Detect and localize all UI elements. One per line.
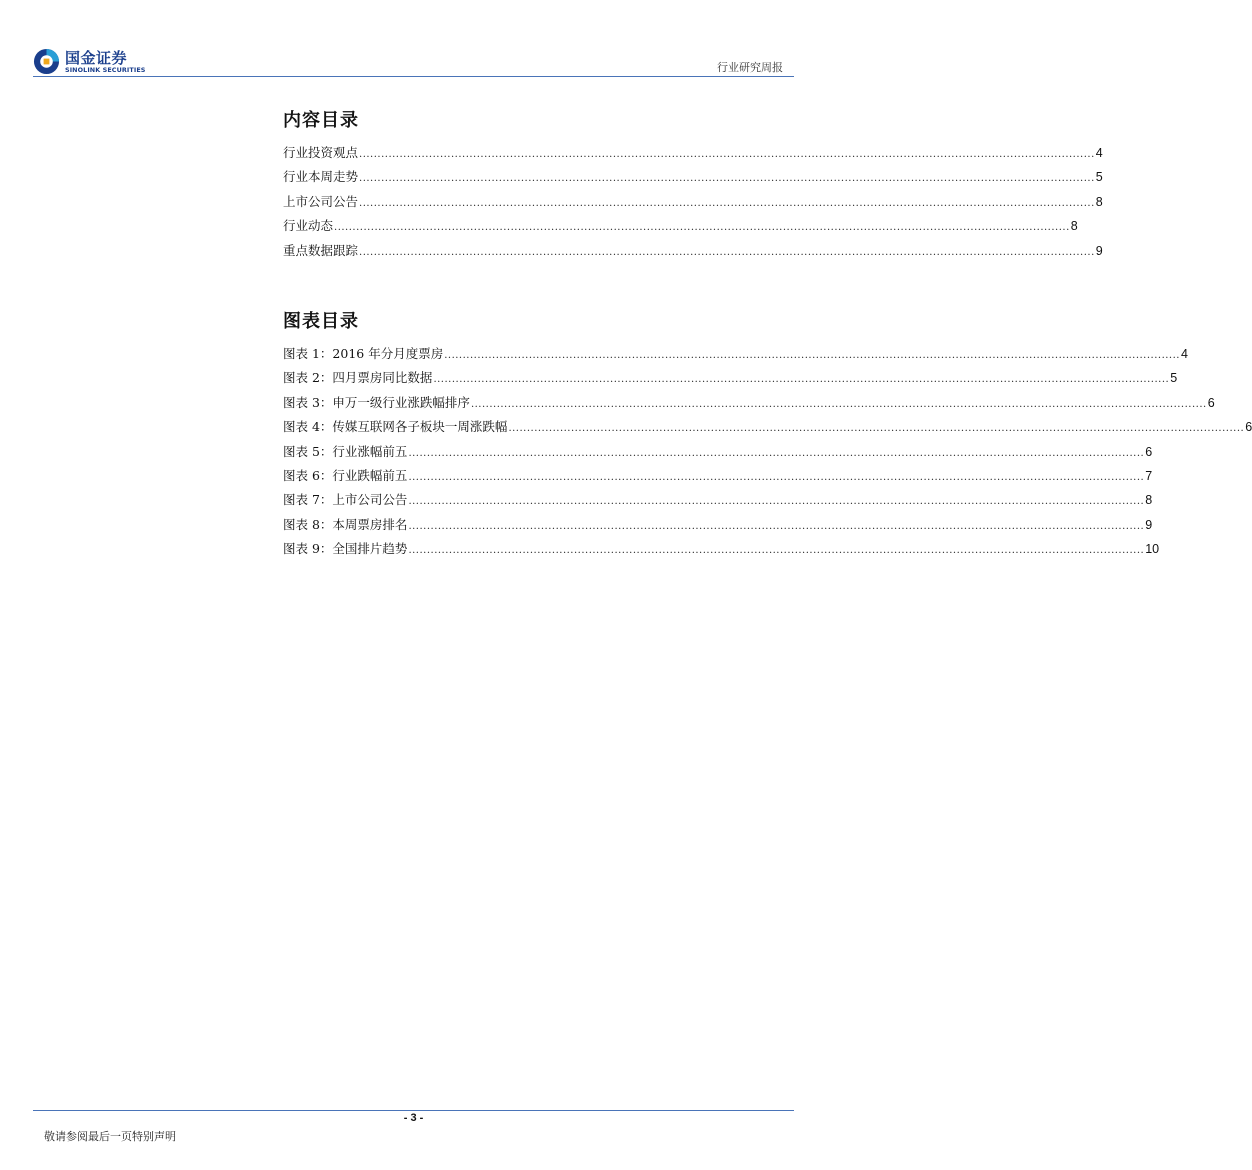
figure-entry[interactable] <box>283 490 1153 514</box>
dot-leader: ........................................................................................................................................................................................................ <box>408 471 1145 483</box>
toc-entry-page: 6 <box>1245 420 1252 435</box>
toc-entry-page: 9 <box>1145 517 1153 532</box>
dot-leader: ........................................................................................................................................................................................................ <box>470 398 1207 410</box>
toc-entry-label: 图表 3：申万一级行业涨跌幅排序 <box>283 394 470 410</box>
toc-entry-label: 图表 7：上市公司公告 <box>283 492 408 508</box>
contents-section <box>283 108 1103 265</box>
dot-leader: ........................................................................................................................................................................................................ <box>408 520 1145 532</box>
contents-entry[interactable] <box>283 216 1078 240</box>
toc-entry-page: 4 <box>1180 347 1188 361</box>
toc-entry-page: 9 <box>1095 243 1103 258</box>
figure-entry[interactable] <box>283 344 1188 368</box>
dot-leader: ........................................................................................................................................................................................................ <box>408 545 1145 557</box>
toc-entry-page: 6 <box>1145 444 1153 459</box>
contents-title: 内容目录 <box>283 110 359 131</box>
disclaimer-text: 敬请参阅最后一页特别声明 <box>44 1130 176 1143</box>
toc-entry-label: 行业本周走势 <box>283 169 359 185</box>
toc-entry-label: 图表 6：行业跌幅前五 <box>283 467 408 483</box>
dot-leader: ........................................................................................................................................................................................................ <box>359 246 1095 258</box>
contents-entry[interactable] <box>283 143 1103 167</box>
toc-entry-label: 图表 9：全国排片趋势 <box>283 541 408 557</box>
toc-entry-page: 5 <box>1095 170 1103 185</box>
figures-title: 图表目录 <box>283 311 359 332</box>
contents-entry[interactable] <box>283 241 1103 265</box>
figures-list <box>283 344 1252 564</box>
dot-leader: ........................................................................................................................................................................................................ <box>433 374 1170 386</box>
figure-entry[interactable] <box>283 442 1153 466</box>
logo-chinese-name: 国金证券 <box>65 49 128 67</box>
dot-leader: ........................................................................................................................................................................................................ <box>408 496 1145 508</box>
figure-entry[interactable] <box>283 539 1160 563</box>
toc-entry-label: 图表 1：2016 年分月度票房 <box>283 346 444 361</box>
figure-entry[interactable] <box>283 515 1153 539</box>
dot-leader: ........................................................................................................................................................................................................ <box>444 350 1180 361</box>
toc-entry-page: 8 <box>1095 194 1103 209</box>
toc-entry-page: 7 <box>1145 468 1153 483</box>
toc-entry-label: 图表 4：传媒互联网各子板块一周涨跌幅 <box>283 419 508 435</box>
report-type-label: 行业研究周报 <box>717 61 783 74</box>
page-header <box>0 0 827 80</box>
dot-leader: ........................................................................................................................................................................................................ <box>408 447 1145 459</box>
toc-entry-label: 图表 8：本周票房排名 <box>283 516 408 532</box>
dot-leader: ........................................................................................................................................................................................................ <box>508 423 1245 435</box>
figure-entry[interactable] <box>283 466 1153 490</box>
toc-entry-page: 5 <box>1170 371 1178 386</box>
toc-entry-label: 上市公司公告 <box>283 193 359 209</box>
logo-mark-icon <box>33 48 60 75</box>
dot-leader: ........................................................................................................................................................................................................ <box>359 149 1095 160</box>
page-number: - 3 - <box>403 1112 424 1124</box>
toc-entry-label: 行业动态 <box>283 218 334 234</box>
figures-section <box>283 309 1252 564</box>
toc-entry-page: 6 <box>1207 395 1215 410</box>
contents-entry[interactable] <box>283 167 1103 191</box>
toc-entry-label: 图表 2：四月票房同比数据 <box>283 370 433 386</box>
toc-entry-page: 10 <box>1145 542 1160 557</box>
figure-entry[interactable] <box>283 417 1252 441</box>
dot-leader: ........................................................................................................................................................................................................ <box>359 173 1095 185</box>
figure-entry[interactable] <box>283 393 1215 417</box>
header-divider <box>33 76 794 77</box>
toc-entry-label: 行业投资观点 <box>283 145 359 160</box>
toc-entry-label: 重点数据跟踪 <box>283 242 359 258</box>
contents-list <box>283 143 1103 265</box>
dot-leader: ........................................................................................................................................................................................................ <box>334 222 1070 234</box>
toc-entry-page: 8 <box>1145 493 1153 508</box>
dot-leader: ........................................................................................................................................................................................................ <box>359 197 1095 209</box>
company-logo <box>33 46 153 78</box>
footer-divider <box>33 1110 794 1111</box>
logo-english-name: SINOLINK SECURITIES <box>65 66 146 74</box>
figure-entry[interactable] <box>283 368 1178 392</box>
contents-entry[interactable] <box>283 192 1103 216</box>
toc-entry-label: 图表 5：行业涨幅前五 <box>283 443 408 459</box>
toc-entry-page: 8 <box>1070 219 1078 234</box>
toc-entry-page: 4 <box>1095 146 1103 160</box>
